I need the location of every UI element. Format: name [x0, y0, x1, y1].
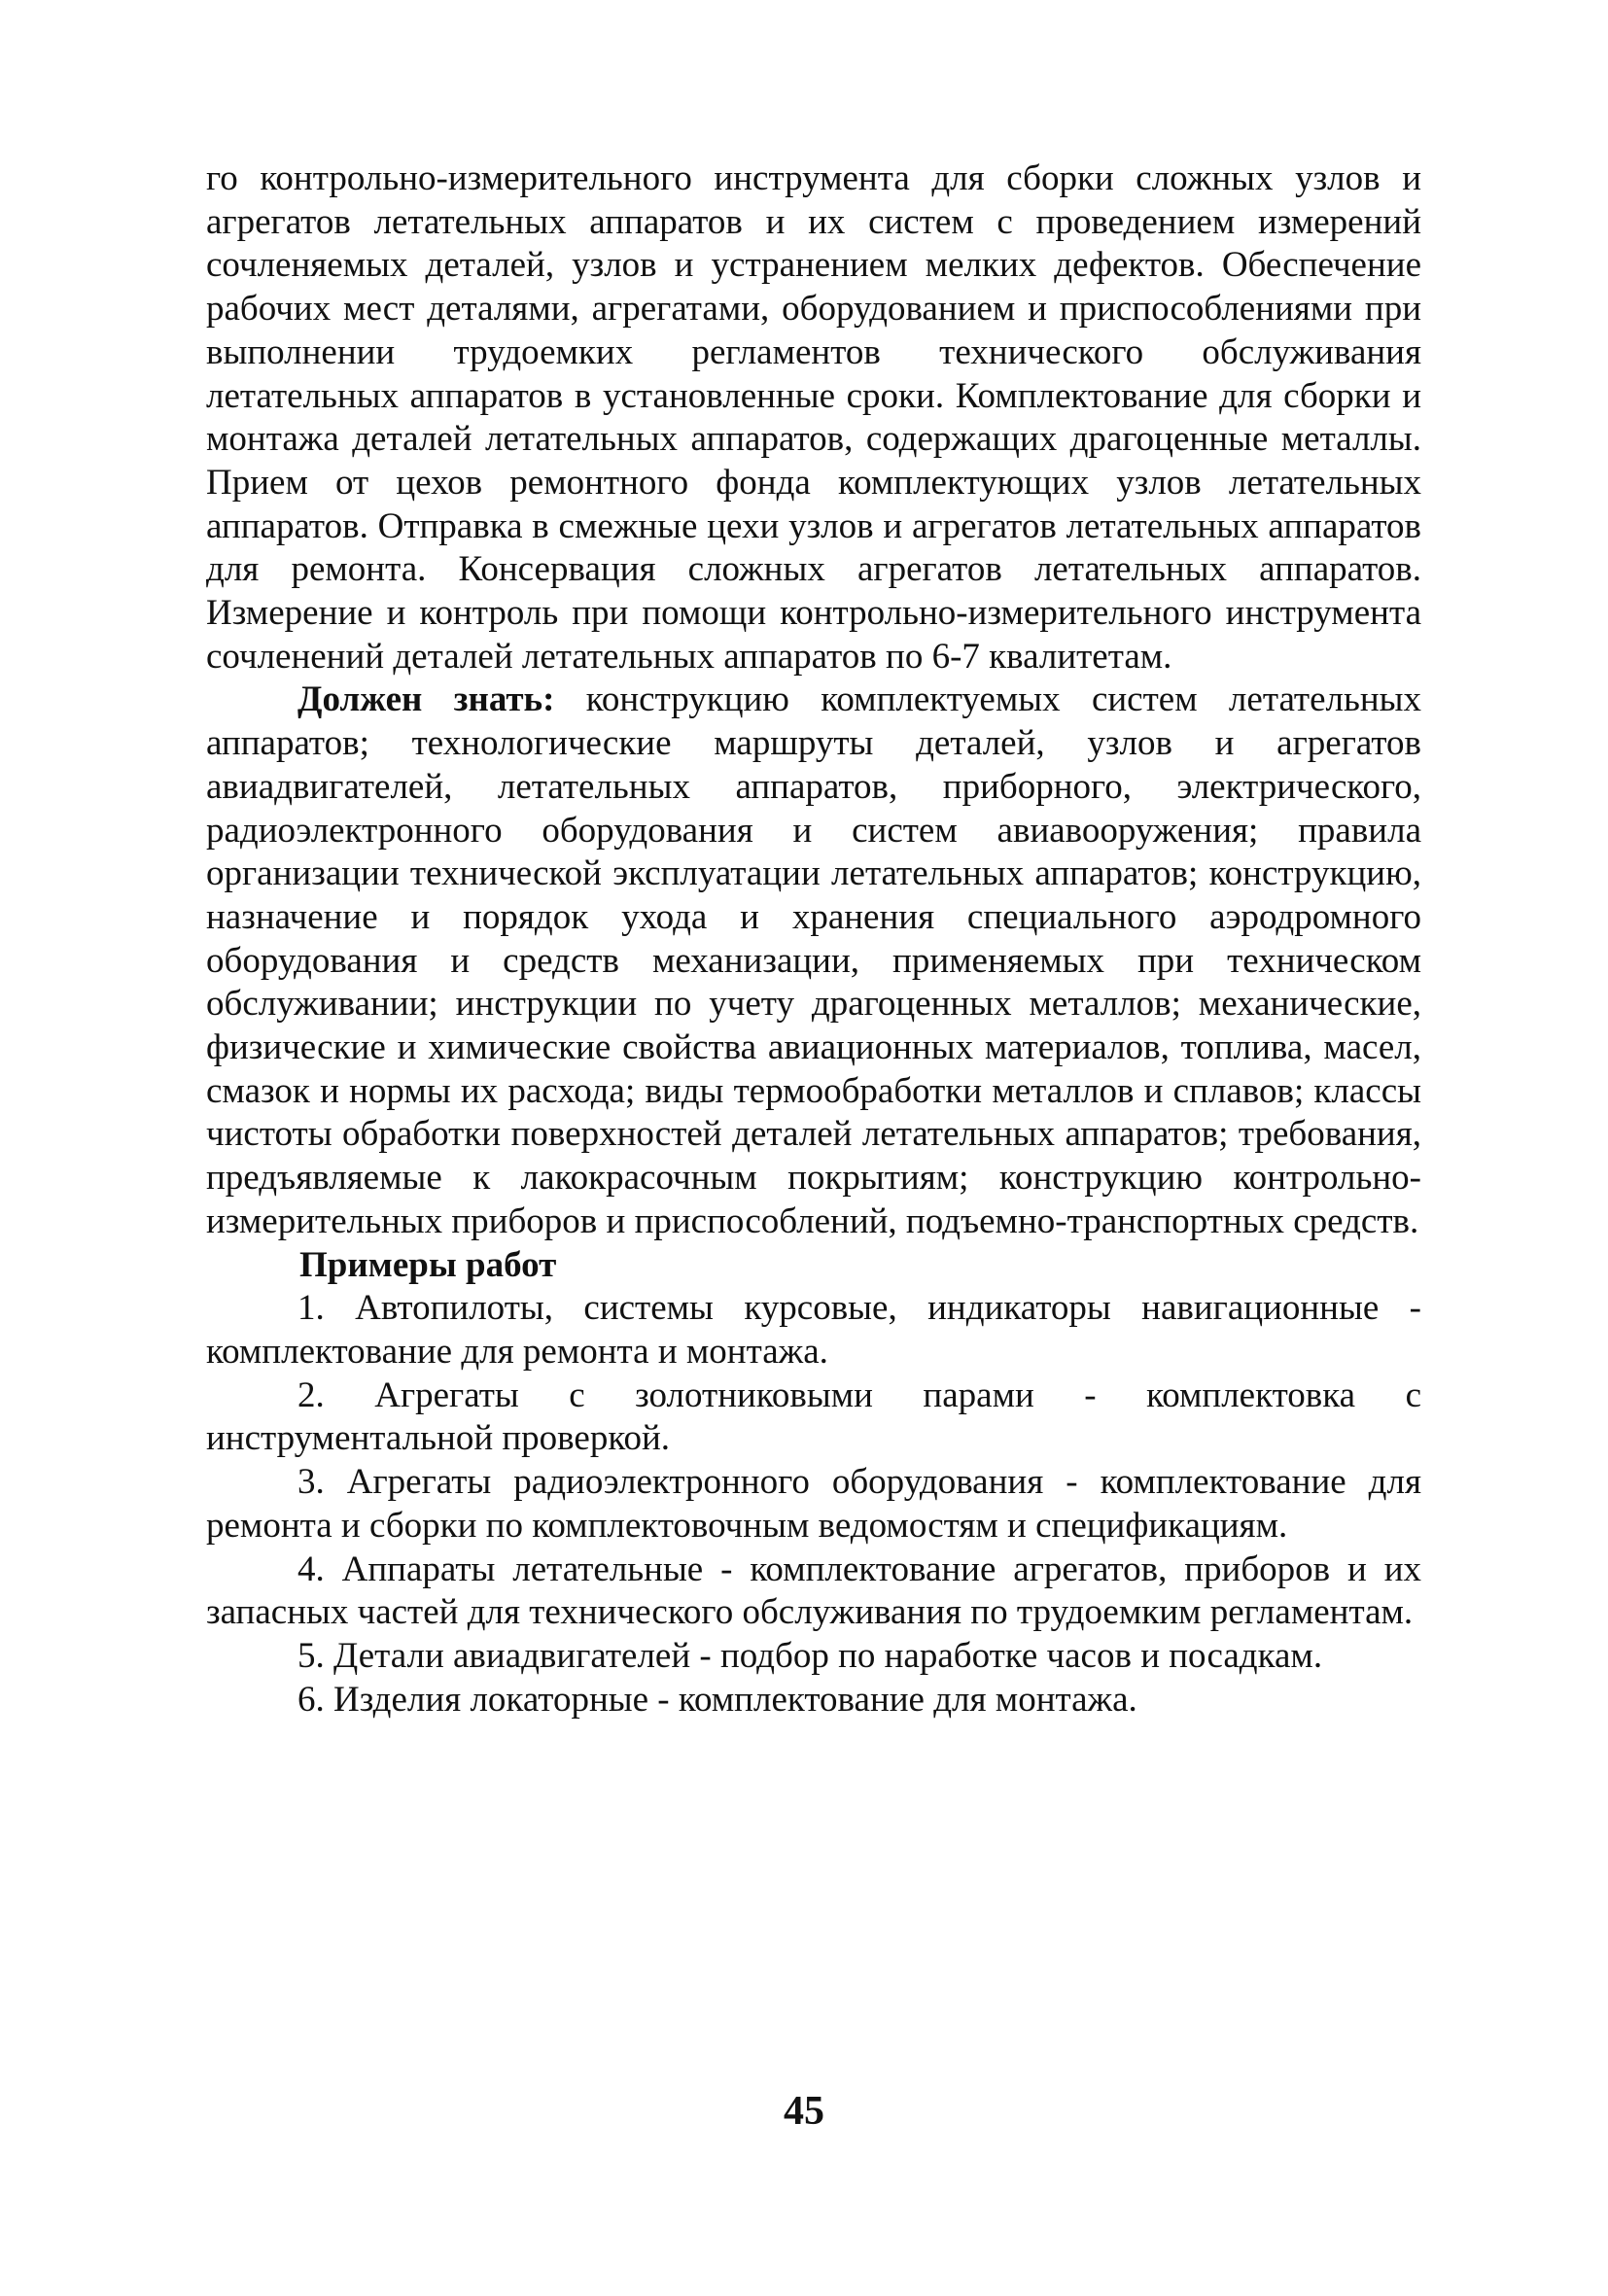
body-text — [206, 157, 1421, 1722]
example-item-5: 5. Детали авиадвигателей - подбор по наработке часов и посадкам. — [297, 1635, 1323, 1676]
example-item-6: 6. Изделия локаторные - комплектование для монтажа. — [297, 1679, 1137, 1720]
example-item-4: 4. Аппараты летательные - комплектование агрегатов, приборов и их запасных частей для технического обслуживания по трудоемким регламентам. — [206, 1548, 1421, 1633]
example-item-3: 3. Агрегаты радиоэлектронного оборудования - комплектование для ремонта и сборки по комплектовочным ведомостям и спецификациям. — [206, 1462, 1421, 1546]
example-item-2: 2. Агрегаты с золотниковыми парами - комплектовка с инструментальной проверкой. — [206, 1374, 1421, 1459]
must-know-paragraph — [206, 678, 1421, 1243]
must-know-text: конструкцию комплектуемых систем летательных аппаратов; технологические маршруты деталей, узлов и агрегатов авиадвигателей, летательных аппаратов, приборного, электрического, радиоэлектронного оборудования и систем авиавооружения; правила организации технической эксплуатации летательных аппаратов; конструкцию, назначение и порядок ухода и хранения специального аэродромного оборудования и средств механизации, применяемых при техническом обслуживании; инструкции по учету драгоценных металлов; механические, физические и химические свойства авиационных материалов, топлива, масел, смазок и нормы их расхода; виды термообработки металлов и сплавов; классы чистоты обработки поверхностей деталей летательных аппаратов; требования, предъявляемые к лакокрасочным покрытиям; конструкцию контрольно-измерительных приборов и приспособлений, подъемно-транспортных средств. — [206, 679, 1421, 1241]
page-number: 45 — [784, 2089, 824, 2134]
examples-heading: Примеры работ — [299, 1244, 557, 1285]
paragraph-continuation: го контрольно-измерительного инструмента для сборки сложных узлов и агрегатов летательных аппаратов и их систем с проведением измерений сочленяемых деталей, узлов и устранением мелких дефектов. Обеспечение рабочих мест деталями, агрегатами, оборудованием и приспособлениями при выполнении трудоемких регламентов технического обслуживания летательных аппаратов в установленные сроки. Комплектование для сборки и монтажа деталей летательных аппаратов, содержащих драгоценные металлы. Прием от цехов ремонтного фонда комплектующих узлов летательных аппаратов. Отправка в смежные цехи узлов и агрегатов летательных аппаратов для ремонта. Консервация сложных агрегатов летательных аппаратов. Измерение и контроль при помощи контрольно-измерительного инструмента сочленений деталей летательных аппаратов по 6-7 квалитетам. — [206, 158, 1421, 677]
must-know-label: Должен знать: — [297, 679, 555, 720]
example-item-1: 1. Автопилоты, системы курсовые, индикаторы навигационные - комплектование для ремонта и монтажа. — [206, 1288, 1421, 1372]
